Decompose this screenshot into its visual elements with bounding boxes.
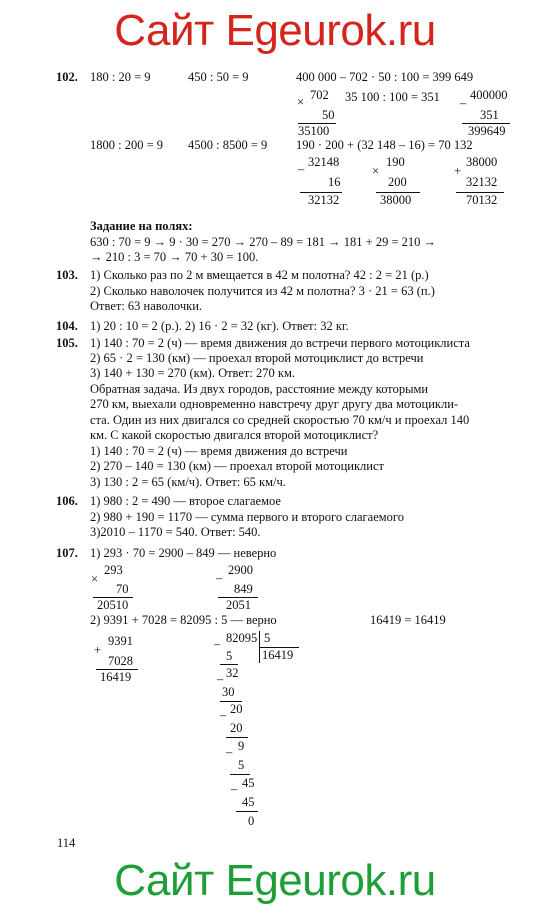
text-line: Обратная задача. Из двух городов, расстояние между которыми [90, 382, 429, 396]
operand: 190 [386, 155, 405, 169]
result: 38000 [380, 193, 412, 207]
text-line: 2) Сколько наволочек получится из 42 м полотна? 3 · 21 = 63 (п.) [90, 284, 435, 298]
result: 20510 [97, 598, 129, 612]
division-step: 0 [248, 814, 255, 828]
division-step: 5 [238, 758, 245, 772]
multiply-sign: × [91, 572, 99, 586]
division-step: 30 [222, 685, 235, 699]
operand: 7028 [108, 654, 133, 668]
text-line: км. С какой скоростью двигался второй мотоциклист? [90, 428, 379, 442]
minus-sign: – [231, 782, 238, 796]
operand: 32148 [308, 155, 340, 169]
operand: 400000 [470, 88, 508, 102]
text-line: 270 км, выехали одновременно навстречу друг другу два мотоцикли- [90, 397, 459, 411]
operand: 2900 [228, 563, 253, 577]
divisor: 5 [264, 631, 271, 645]
minus-sign: – [460, 96, 467, 110]
column-line [226, 737, 248, 738]
equation: 180 : 20 = 9 [90, 70, 151, 84]
equation: 4500 : 8500 = 9 [188, 138, 268, 152]
equation: 190 · 200 + (32 148 – 16) = 70 132 [296, 138, 473, 152]
problem-number-107: 107. [56, 546, 78, 560]
operand: 16 [328, 175, 341, 189]
equation: 1800 : 200 = 9 [90, 138, 164, 152]
problem-number-104: 104. [56, 319, 78, 333]
operand: 351 [480, 108, 499, 122]
minus-sign: – [217, 672, 224, 686]
division-step: 32 [226, 666, 239, 680]
equation: 35 100 : 100 = 351 [345, 90, 440, 104]
division-step: 20 [230, 721, 243, 735]
problem-number-106: 106. [56, 494, 78, 508]
result: 16419 [100, 670, 132, 684]
text-line: 2) 9391 + 7028 = 82095 : 5 — верно [90, 613, 277, 627]
quotient: 16419 [262, 648, 294, 662]
division-step: 45 [242, 795, 255, 809]
text-line: 1) 140 : 70 = 2 (ч) — время движения до встречи [90, 444, 348, 458]
result: 35100 [298, 124, 330, 138]
minus-sign: – [216, 571, 223, 585]
result: 399649 [468, 124, 506, 138]
problem-number-105: 105. [56, 336, 78, 350]
operand: 38000 [466, 155, 498, 169]
division-step: 45 [242, 776, 255, 790]
result: 70132 [466, 193, 498, 207]
problem-number-103: 103. [56, 268, 78, 282]
division-step: 20 [230, 702, 243, 716]
plus-sign: + [454, 164, 462, 178]
multiply-sign: × [372, 164, 380, 178]
text-line: → 210 : 3 = 70 → 70 + 30 = 100. [90, 250, 259, 264]
operand: 70 [116, 582, 129, 596]
column-line [236, 811, 258, 812]
minus-sign: – [226, 745, 233, 759]
column-line [230, 774, 250, 775]
operand: 9391 [108, 634, 133, 648]
multiply-sign: × [297, 95, 305, 109]
text-line: Ответ: 63 наволочки. [90, 299, 203, 313]
problem-number-102: 102. [56, 70, 78, 84]
page-number: 114 [57, 836, 76, 850]
text-line: 2) 65 · 2 = 130 (км) — проехал второй мотоциклист до встречи [90, 351, 424, 365]
minus-sign: – [220, 708, 227, 722]
equation: 400 000 – 702 · 50 : 100 = 399 649 [296, 70, 474, 84]
site-banner-bottom: Сайт Egeurok.ru [114, 856, 436, 905]
text-line: 3)2010 – 1170 = 540. Ответ: 540. [90, 525, 261, 539]
operand: 50 [322, 108, 335, 122]
operand: 293 [104, 563, 123, 577]
operand: 200 [388, 175, 407, 189]
section-title: Задание на полях: [90, 219, 193, 233]
equation: 450 : 50 = 9 [188, 70, 249, 84]
result: 2051 [226, 598, 251, 612]
text-line: 3) 130 : 2 = 65 (км/ч). Ответ: 65 км/ч. [90, 475, 286, 489]
minus-sign: – [214, 637, 221, 651]
text-line: 1) 20 : 10 = 2 (р.). 2) 16 · 2 = 32 (кг). Ответ: 32 кг. [90, 319, 349, 333]
site-banner-top: Сайт Egeurok.ru [114, 6, 436, 55]
text-line: 2) 270 – 140 = 130 (км) — проехал второй мотоциклист [90, 459, 384, 473]
text-line: 1) 980 : 2 = 490 — второе слагаемое [90, 494, 281, 508]
operand: 849 [234, 582, 253, 596]
text-line: 1) 140 : 70 = 2 (ч) — время движения до встречи первого мотоциклиста [90, 336, 470, 350]
column-line [220, 664, 238, 665]
check-equation: 16419 = 16419 [370, 613, 446, 627]
text-line: 630 : 70 = 9 → 9 · 30 = 270 → 270 – 89 = 181 → 181 + 29 = 210 → [90, 235, 437, 249]
division-step: 9 [238, 739, 245, 753]
text-line: 2) 980 + 190 = 1170 — сумма первого и второго слагаемого [90, 510, 404, 524]
text-line: 3) 140 + 130 = 270 (км). Ответ: 270 км. [90, 366, 295, 380]
division-step: 5 [226, 649, 233, 663]
minus-sign: – [298, 162, 305, 176]
text-line: 1) 293 · 70 = 2900 – 849 — неверно [90, 546, 277, 560]
result: 32132 [308, 193, 340, 207]
dividend: 82095 [226, 631, 258, 645]
text-line: ста. Один из них двигался со средней скоростью 70 км/ч и проехал 140 [90, 413, 470, 427]
plus-sign: + [94, 643, 102, 657]
operand: 32132 [466, 175, 498, 189]
operand: 702 [310, 88, 329, 102]
text-line: 1) Сколько раз по 2 м вмещается в 42 м полотна? 42 : 2 = 21 (р.) [90, 268, 429, 282]
